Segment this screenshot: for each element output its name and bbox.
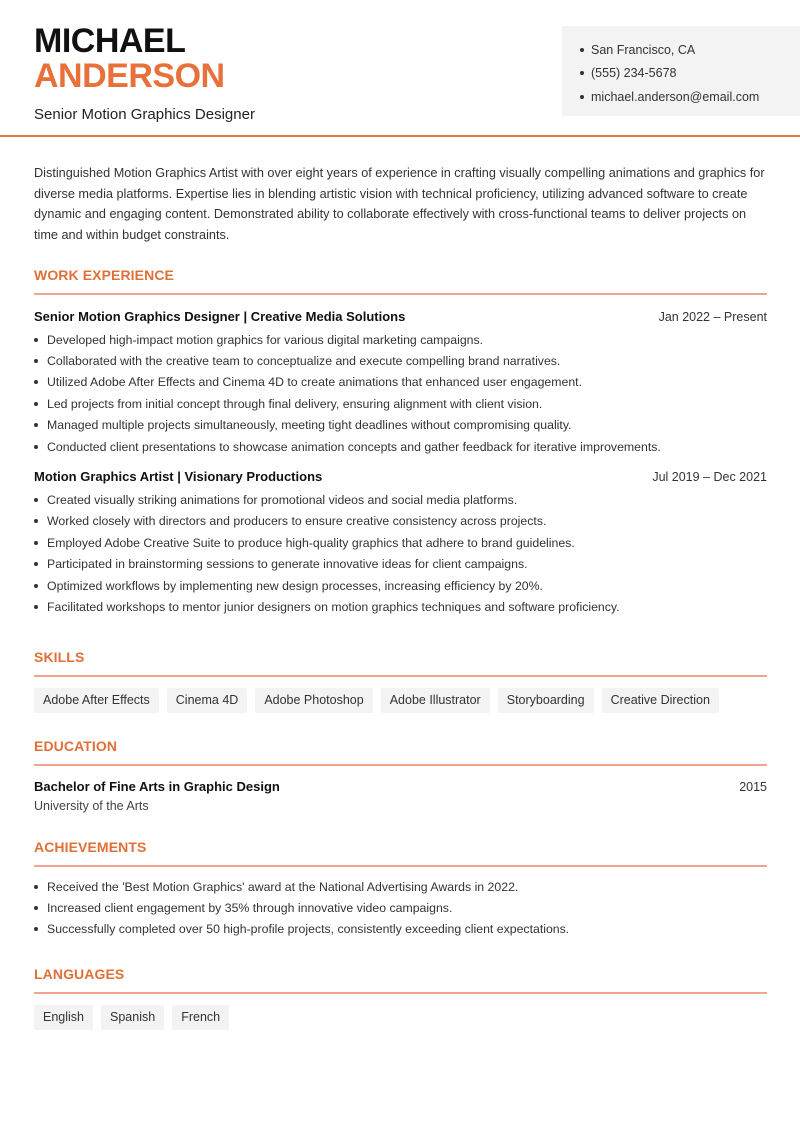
- bullet-text: Facilitated workshops to mentor junior designers on motion graphics techniques and software proficiency.: [47, 599, 620, 614]
- bullet-text: Increased client engagement by 35% through innovative video campaigns.: [47, 901, 453, 916]
- job-entry: [34, 309, 767, 457]
- section-title-education: EDUCATION: [34, 738, 118, 754]
- bullet-icon: [34, 338, 38, 342]
- list-item: [34, 372, 767, 393]
- section-title-work: WORK EXPERIENCE: [34, 267, 174, 283]
- list-item: [34, 329, 767, 350]
- section-title-achievements: ACHIEVEMENTS: [34, 839, 147, 855]
- bullet-text: Developed high-impact motion graphics for various digital marketing campaigns.: [47, 332, 484, 347]
- bullet-text: Managed multiple projects simultaneously, meeting tight deadlines without compromising quality.: [47, 418, 572, 433]
- bullet-icon: [34, 402, 38, 406]
- achievements-section: [34, 839, 767, 940]
- section-divider: [34, 764, 767, 766]
- job-bullets: [34, 329, 767, 457]
- language-tag: French: [172, 1005, 229, 1030]
- section-title-languages: LANGUAGES: [34, 966, 125, 982]
- degree: Bachelor of Fine Arts in Graphic Design: [34, 779, 280, 794]
- section-divider: [34, 992, 767, 994]
- bullet-icon: [34, 498, 38, 502]
- last-name: ANDERSON: [34, 57, 225, 95]
- bullet-icon: [34, 885, 38, 889]
- skill-tag: Adobe Photoshop: [255, 688, 372, 713]
- language-tag: English: [34, 1005, 93, 1030]
- bullet-text: Participated in brainstorming sessions to generate innovative ideas for client campaigns.: [47, 557, 528, 572]
- list-item: [34, 575, 767, 596]
- job-title: Senior Motion Graphics Designer: [34, 106, 255, 123]
- bullet-icon: [34, 562, 38, 566]
- skill-tag: Cinema 4D: [167, 688, 248, 713]
- name-block: [34, 24, 255, 123]
- section-title-skills: SKILLS: [34, 649, 85, 665]
- contact-email: [580, 85, 800, 109]
- bullet-text: Collaborated with the creative team to conceptualize and execute compelling brand narratives.: [47, 354, 561, 369]
- bullet-icon: [34, 359, 38, 363]
- contact-box: [562, 26, 800, 116]
- bullet-text: Conducted client presentations to showcase animation concepts and gather feedback for iterative improvements.: [47, 439, 661, 454]
- summary: Distinguished Motion Graphics Artist with over eight years of experience in crafting visually compelling animations and graphics for diverse media platforms. Expertise lies in blending artistic vision with technical proficiency, utilizing advanced software to create dynamic and engaging content. Demonstrated ability to collaborate effectively with cross-functional teams to deliver projects on time and within budget constraints.: [34, 166, 765, 243]
- list-item: [34, 919, 767, 940]
- graduation-year: 2015: [739, 780, 767, 794]
- bullet-text: Optimized workflows by implementing new design processes, increasing efficiency by 20%.: [47, 578, 543, 593]
- contact-phone: [580, 62, 800, 86]
- bullet-icon: [34, 519, 38, 523]
- list-item: [34, 596, 767, 617]
- bullet-text: Created visually striking animations for promotional videos and social media platforms.: [47, 493, 518, 508]
- education-row: [34, 779, 767, 794]
- list-item: [34, 876, 767, 897]
- resume-header: [0, 0, 800, 137]
- bullet-icon: [34, 584, 38, 588]
- job-dates: Jul 2019 – Dec 2021: [652, 470, 767, 485]
- list-item: [34, 532, 767, 553]
- school: University of the Arts: [34, 799, 149, 813]
- section-divider: [34, 675, 767, 677]
- job-header: [34, 469, 767, 484]
- work-experience-section: [34, 267, 767, 618]
- language-tag: Spanish: [101, 1005, 164, 1030]
- bullet-icon: [34, 423, 38, 427]
- bullet-text: Employed Adobe Creative Suite to produce high-quality graphics that adhere to brand guidelines.: [47, 535, 575, 550]
- bullet-icon: [34, 906, 38, 910]
- first-name: MICHAEL: [34, 22, 186, 60]
- bullet-icon: [34, 927, 38, 931]
- language-tags: [34, 1005, 767, 1030]
- job-dates: Jan 2022 – Present: [658, 310, 767, 324]
- skill-tag: Adobe After Effects: [34, 688, 159, 713]
- skill-tag: Adobe Illustrator: [381, 688, 490, 713]
- contact-location-text: San Francisco, CA: [591, 42, 696, 57]
- bullet-icon: [580, 95, 584, 99]
- skills-section: [34, 649, 767, 713]
- list-item: [34, 489, 767, 510]
- section-divider: [34, 293, 767, 295]
- job-header: [34, 309, 767, 324]
- bullet-icon: [580, 71, 584, 75]
- job-role: Senior Motion Graphics Designer | Creative Media Solutions: [34, 309, 406, 324]
- job-role: Motion Graphics Artist | Visionary Productions: [34, 469, 323, 485]
- job-bullets: [34, 489, 767, 617]
- section-divider: [34, 865, 767, 867]
- skills-tags: [34, 688, 767, 713]
- bullet-icon: [34, 445, 38, 449]
- list-item: [34, 436, 767, 457]
- education-section: [34, 738, 767, 813]
- contact-email-text: michael.anderson@email.com: [591, 89, 760, 104]
- bullet-text: Successfully completed over 50 high-profile projects, consistently exceeding client expectations.: [47, 922, 570, 937]
- bullet-icon: [34, 541, 38, 545]
- skill-tag: Creative Direction: [602, 688, 719, 713]
- bullet-text: Utilized Adobe After Effects and Cinema 4D to create animations that enhanced user engagement.: [47, 375, 583, 390]
- list-item: [34, 554, 767, 575]
- list-item: [34, 415, 767, 436]
- job-entry: [34, 469, 767, 617]
- contact-location: [580, 38, 800, 62]
- list-item: [34, 393, 767, 414]
- bullet-icon: [580, 48, 584, 52]
- list-item: [34, 350, 767, 371]
- bullet-text: Worked closely with directors and producers to ensure creative consistency across projects.: [47, 514, 547, 529]
- bullet-icon: [34, 380, 38, 384]
- languages-section: [34, 966, 767, 1030]
- bullet-icon: [34, 605, 38, 609]
- contact-phone-text: (555) 234-5678: [591, 66, 677, 81]
- achievements-list: [34, 876, 767, 940]
- bullet-text: Received the 'Best Motion Graphics' award at the National Advertising Awards in 2022.: [47, 879, 519, 894]
- list-item: [34, 511, 767, 532]
- list-item: [34, 897, 767, 918]
- skill-tag: Storyboarding: [498, 688, 594, 713]
- bullet-text: Led projects from initial concept through final delivery, ensuring alignment with client vision.: [47, 396, 543, 411]
